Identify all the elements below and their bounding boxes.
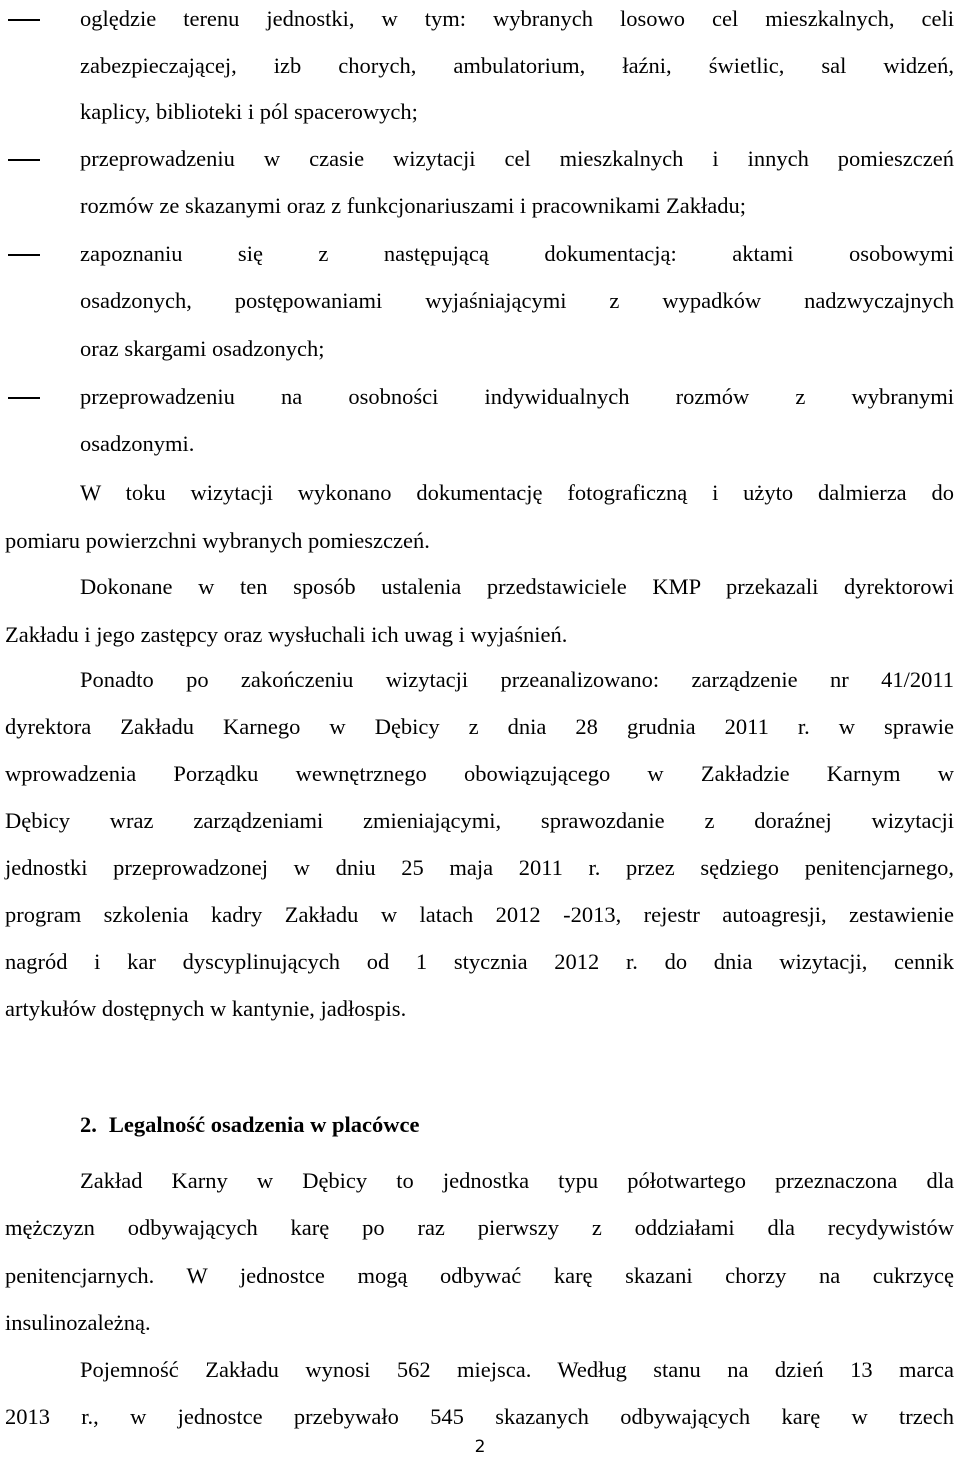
paragraph-line: nagród i kar dyscyplinujących od 1 stycznia 2012 r. do dnia wizytacji, cennik [5, 949, 954, 974]
bullet-line: przeprowadzeniu na osobności indywidualnych rozmów z wybranymi [80, 384, 954, 409]
paragraph-line: mężczyzn odbywających karę po raz pierwszy z oddziałami dla recydywistów [5, 1215, 954, 1240]
paragraph-line: artykułów dostępnych w kantynie, jadłospis. [5, 996, 407, 1021]
bullet-line: osadzonymi. [80, 431, 195, 456]
paragraph-line: wprowadzenia Porządku wewnętrznego obowiązującego w Zakładzie Karnym w [5, 761, 954, 786]
bullet-line: oraz skargami osadzonych; [80, 336, 325, 361]
paragraph-line: Zakładu i jego zastępcy oraz wysłuchali ich uwag i wyjaśnień. [5, 622, 568, 647]
paragraph-line: Dębicy wraz zarządzeniami zmieniającymi, sprawozdanie z doraźnej wizytacji [5, 808, 954, 833]
section-number: 2. [80, 1112, 97, 1137]
paragraph-line: 2013 r., w jednostce przebywało 545 skazanych odbywających karę w trzech [5, 1404, 954, 1429]
bullet-line: zabezpieczającej, izb chorych, ambulatorium, łaźni, świetlic, sal widzeń, [80, 53, 954, 78]
paragraph-line: Ponadto po zakończeniu wizytacji przeanalizowano: zarządzenie nr 41/2011 [80, 667, 954, 692]
bullet-line: osadzonych, postępowaniami wyjaśniającymi z wypadków nadzwyczajnych [80, 288, 954, 313]
paragraph-line: insulinozależną. [5, 1310, 151, 1335]
bullet-line: zapoznaniu się z następującą dokumentacją: aktami osobowymi [80, 241, 954, 266]
paragraph-line: pomiaru powierzchni wybranych pomieszczeń. [5, 528, 430, 553]
dash-bullet-icon [8, 254, 40, 256]
section-title: Legalność osadzenia w placówce [108, 1112, 420, 1137]
bullet-line: rozmów ze skazanymi oraz z funkcjonariuszami i pracownikami Zakładu; [80, 193, 746, 218]
section-heading [80, 1110, 419, 1140]
paragraph-line: penitencjarnych. W jednostce mogą odbywać karę skazani chorzy na cukrzycę [5, 1263, 954, 1288]
bullet-line: oględzie terenu jednostki, w tym: wybranych losowo cel mieszkalnych, celi [80, 6, 954, 31]
paragraph-line: W toku wizytacji wykonano dokumentację fotograficzną i użyto dalmierza do [80, 480, 954, 505]
dash-bullet-icon [8, 159, 40, 161]
paragraph-line: Dokonane w ten sposób ustalenia przedstawiciele KMP przekazali dyrektorowi [80, 574, 954, 599]
bullet-line: kaplicy, biblioteki i pól spacerowych; [80, 99, 418, 124]
paragraph-line: Zakład Karny w Dębicy to jednostka typu półotwartego przeznaczona dla [80, 1168, 954, 1193]
bullet-line: przeprowadzeniu w czasie wizytacji cel mieszkalnych i innych pomieszczeń [80, 146, 954, 171]
dash-bullet-icon [8, 19, 40, 21]
page-number: 2 [474, 1437, 486, 1457]
paragraph-line: jednostki przeprowadzonej w dniu 25 maja 2011 r. przez sędziego penitencjarnego, [5, 855, 954, 880]
paragraph-line: Pojemność Zakładu wynosi 562 miejsca. Według stanu na dzień 13 marca [80, 1357, 954, 1382]
dash-bullet-icon [8, 397, 40, 399]
paragraph-line: program szkolenia kadry Zakładu w latach 2012 -2013, rejestr autoagresji, zestawienie [5, 902, 954, 927]
paragraph-line: dyrektora Zakładu Karnego w Dębicy z dnia 28 grudnia 2011 r. w sprawie [5, 714, 954, 739]
